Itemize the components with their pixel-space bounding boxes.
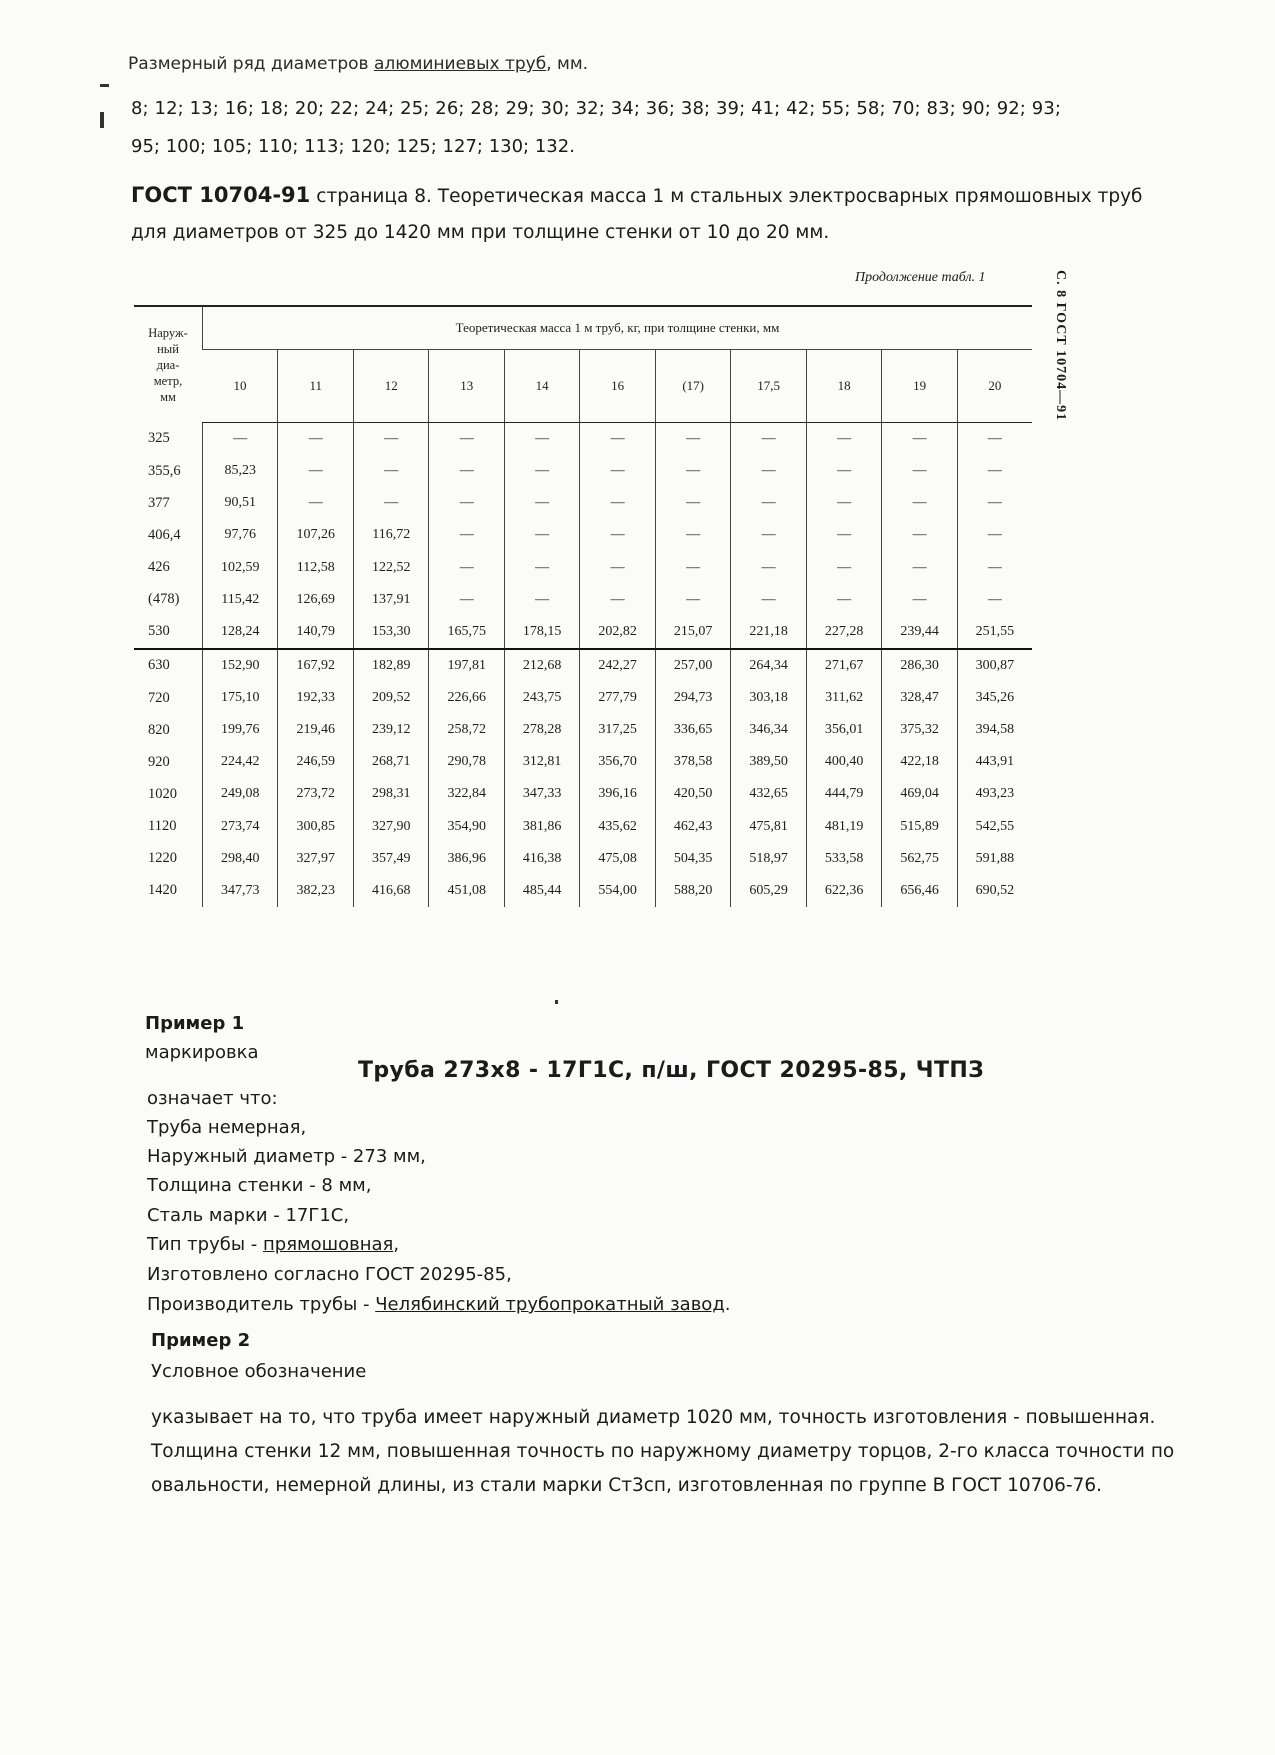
mass-cell: 112,58	[278, 552, 353, 584]
mass-cell: 347,73	[203, 875, 278, 907]
mass-cell: 197,81	[429, 649, 504, 682]
table-row	[134, 519, 1032, 551]
mass-cell: —	[882, 487, 957, 519]
mass-cell: —	[806, 455, 881, 487]
mass-cell: —	[580, 423, 655, 456]
mass-cell: 354,90	[429, 811, 504, 843]
mass-cell: 290,78	[429, 746, 504, 778]
thickness-col-header: 20	[957, 350, 1032, 423]
line-7-prefix: Производитель трубы -	[147, 1294, 376, 1315]
mass-cell: 107,26	[278, 519, 353, 551]
mass-cell: 328,47	[882, 682, 957, 714]
mass-cell: —	[882, 455, 957, 487]
thickness-col-header: 19	[882, 350, 957, 423]
mass-cell: 212,68	[504, 649, 579, 682]
mass-cell: 182,89	[353, 649, 428, 682]
mass-cell: 278,28	[504, 714, 579, 746]
gost-text-1: страница 8. Теоретическая масса 1 м стальных электросварных прямошовных труб	[316, 186, 1143, 207]
mass-cell: 346,34	[731, 714, 806, 746]
mass-cell: 542,55	[957, 811, 1032, 843]
mass-cell: —	[278, 423, 353, 456]
mass-cell: —	[655, 455, 730, 487]
scan-speck	[100, 112, 104, 128]
mass-cell: 422,18	[882, 746, 957, 778]
mass-cell: —	[353, 487, 428, 519]
mass-cell: —	[957, 423, 1032, 456]
mass-cell: 126,69	[278, 584, 353, 616]
mass-cell: —	[806, 519, 881, 551]
mass-cell: —	[429, 423, 504, 456]
scan-speck	[100, 84, 109, 87]
mass-cell: 389,50	[731, 746, 806, 778]
mass-cell: —	[580, 455, 655, 487]
table-row	[134, 746, 1032, 778]
mass-cell: 312,81	[504, 746, 579, 778]
example-1-means: означает что:	[147, 1088, 278, 1109]
mass-cell: 167,92	[278, 649, 353, 682]
diameter-cell: 377	[148, 494, 170, 511]
scan-speck	[555, 1000, 558, 1004]
table-row	[134, 875, 1032, 907]
table-row	[134, 616, 1032, 649]
mass-cell: —	[504, 487, 579, 519]
mass-cell: 102,59	[203, 552, 278, 584]
mass-cell: 432,65	[731, 778, 806, 810]
thickness-col-header: 13	[429, 350, 504, 423]
sizes-line-1: 8; 12; 13; 16; 18; 20; 22; 24; 25; 26; 28; 29; 30; 32; 34; 36; 38; 39; 41; 42; 55; 58; 70; 83; 90; 92; 93;	[131, 98, 1062, 119]
mass-cell: —	[806, 423, 881, 456]
mass-cell: 178,15	[504, 616, 579, 649]
table-row	[134, 552, 1032, 584]
mass-cell: 239,44	[882, 616, 957, 649]
mass-cell: 165,75	[429, 616, 504, 649]
mass-cell: 215,07	[655, 616, 730, 649]
mass-cell: —	[957, 552, 1032, 584]
mass-cell: —	[353, 423, 428, 456]
mass-cell: 444,79	[806, 778, 881, 810]
mass-cell: 116,72	[353, 519, 428, 551]
mass-cell: —	[429, 519, 504, 551]
aluminium-pipes-link[interactable]: алюминиевых труб	[373, 54, 547, 74]
page-side-label: С. 8 ГОСТ 10704—91	[1053, 270, 1068, 422]
mass-cell: 588,20	[655, 875, 730, 907]
example-1-line-5	[147, 1234, 399, 1255]
mass-cell: —	[429, 552, 504, 584]
mass-cell: 400,40	[806, 746, 881, 778]
mass-cell: —	[504, 584, 579, 616]
mass-cell: 202,82	[580, 616, 655, 649]
mass-cell: 382,23	[278, 875, 353, 907]
mass-cell: 251,55	[957, 616, 1032, 649]
mass-cell: —	[882, 519, 957, 551]
mass-cell: 317,25	[580, 714, 655, 746]
diameter-cell: 720	[148, 689, 170, 706]
aluminium-sizes-heading	[128, 54, 588, 74]
mass-cell: 515,89	[882, 811, 957, 843]
mass-cell: 277,79	[580, 682, 655, 714]
mass-cell: 271,67	[806, 649, 881, 682]
mass-cell: —	[882, 423, 957, 456]
mass-cell: 268,71	[353, 746, 428, 778]
thickness-col-header: 14	[504, 350, 579, 423]
mass-cell: 622,36	[806, 875, 881, 907]
mass-cell: —	[504, 423, 579, 456]
table-row	[134, 714, 1032, 746]
mass-cell: 97,76	[203, 519, 278, 551]
mass-cell: —	[731, 455, 806, 487]
example-2-line-2: Толщина стенки 12 мм, повышенная точность по наружному диаметру торцов, 2-го класса точности по	[151, 1441, 1175, 1462]
gost-paragraph-line-2: для диаметров от 325 до 1420 мм при толщине стенки от 10 до 20 мм.	[131, 222, 830, 243]
mass-cell: —	[655, 552, 730, 584]
mass-cell: 462,43	[655, 811, 730, 843]
mass-cell: 475,81	[731, 811, 806, 843]
mass-group-header: Теоретическая масса 1 м труб, кг, при толщине стенки, мм	[203, 306, 1033, 350]
mass-cell: 518,97	[731, 843, 806, 875]
example-1-subtitle: маркировка	[145, 1042, 259, 1063]
diameter-cell: 1420	[148, 882, 177, 899]
mass-cell: 257,00	[655, 649, 730, 682]
mass-cell: 221,18	[731, 616, 806, 649]
mass-cell: —	[655, 519, 730, 551]
mass-cell: 90,51	[203, 487, 278, 519]
mass-cell: 356,70	[580, 746, 655, 778]
example-1-line-2: Наружный диаметр - 273 мм,	[147, 1146, 426, 1167]
mass-cell: 504,35	[655, 843, 730, 875]
heading-prefix: Размерный ряд диаметров	[128, 54, 374, 74]
mass-cell: 357,49	[353, 843, 428, 875]
thickness-col-header: 11	[278, 350, 353, 423]
mass-cell: —	[882, 584, 957, 616]
diameter-cell: 325	[148, 430, 170, 447]
mass-cell: —	[655, 423, 730, 456]
mass-cell: —	[806, 552, 881, 584]
mass-cell: —	[580, 552, 655, 584]
mass-cell: 443,91	[957, 746, 1032, 778]
mass-cell: —	[504, 455, 579, 487]
mass-cell: 690,52	[957, 875, 1032, 907]
mass-cell: 115,42	[203, 584, 278, 616]
table-body	[134, 423, 1032, 908]
mass-cell: 485,44	[504, 875, 579, 907]
mass-cell: 591,88	[957, 843, 1032, 875]
mass-cell: 227,28	[806, 616, 881, 649]
mass-cell: —	[429, 487, 504, 519]
mass-cell: 554,00	[580, 875, 655, 907]
heading-suffix: , мм.	[546, 54, 589, 74]
gost-paragraph-line-1	[131, 183, 1142, 207]
example-1-line-7	[147, 1294, 731, 1315]
thickness-col-header: (17)	[655, 350, 730, 423]
mass-cell: 153,30	[353, 616, 428, 649]
mass-cell: —	[278, 455, 353, 487]
mass-cell: 243,75	[504, 682, 579, 714]
mass-cell: 246,59	[278, 746, 353, 778]
diameter-cell: 920	[148, 753, 170, 770]
mass-cell: 140,79	[278, 616, 353, 649]
table-row	[134, 843, 1032, 875]
mass-cell: —	[731, 584, 806, 616]
gost-code: ГОСТ 10704-91	[131, 183, 311, 207]
mass-cell: 199,76	[203, 714, 278, 746]
mass-cell: 375,32	[882, 714, 957, 746]
mass-cell: 224,42	[203, 746, 278, 778]
mass-cell: 311,62	[806, 682, 881, 714]
mass-cell: —	[504, 519, 579, 551]
mass-cell: 386,96	[429, 843, 504, 875]
example-1-marking: Труба 273х8 - 17Г1С, п/ш, ГОСТ 20295-85, ЧТПЗ	[358, 1058, 985, 1083]
mass-cell: —	[957, 519, 1032, 551]
example-1-line-6: Изготовлено согласно ГОСТ 20295-85,	[147, 1264, 512, 1285]
table-row	[134, 487, 1032, 519]
mass-cell: 85,23	[203, 455, 278, 487]
mass-cell: 273,74	[203, 811, 278, 843]
example-2-subtitle: Условное обозначение	[151, 1361, 367, 1382]
mass-cell: 298,31	[353, 778, 428, 810]
mass-cell: —	[278, 487, 353, 519]
mass-cell: —	[429, 455, 504, 487]
mass-cell: 219,46	[278, 714, 353, 746]
diameter-cell: 426	[148, 559, 170, 576]
diameter-header: Наруж- ный диа- метр, мм	[134, 306, 203, 423]
mass-cell: 300,85	[278, 811, 353, 843]
mass-cell: —	[580, 519, 655, 551]
example-2-line-1: указывает на то, что труба имеет наружный диаметр 1020 мм, точность изготовления - повышенная.	[151, 1407, 1156, 1428]
example-1-title: Пример 1	[145, 1013, 245, 1034]
mass-cell: —	[655, 584, 730, 616]
mass-cell: 378,58	[655, 746, 730, 778]
table-header-row	[134, 306, 1032, 350]
mass-cell: —	[882, 552, 957, 584]
mass-cell: —	[580, 487, 655, 519]
mass-cell: 416,68	[353, 875, 428, 907]
example-1-line-4: Сталь марки - 17Г1С,	[147, 1205, 350, 1226]
mass-cell: —	[957, 487, 1032, 519]
mass-cell: —	[504, 552, 579, 584]
mass-cell: 420,50	[655, 778, 730, 810]
line-5-suffix: ,	[393, 1234, 400, 1255]
mass-cell: —	[203, 423, 278, 456]
line-7-suffix: .	[724, 1294, 731, 1315]
mass-cell: —	[731, 423, 806, 456]
diameter-cell: (478)	[148, 591, 180, 608]
mass-cell: 239,12	[353, 714, 428, 746]
table-row	[134, 811, 1032, 843]
diameter-cell: 1220	[148, 850, 177, 867]
mass-cell: 533,58	[806, 843, 881, 875]
mass-cell: 209,52	[353, 682, 428, 714]
thickness-col-header: 10	[203, 350, 278, 423]
thickness-header-row	[134, 350, 1032, 423]
mass-cell: 300,87	[957, 649, 1032, 682]
mass-cell: 451,08	[429, 875, 504, 907]
mass-cell: 562,75	[882, 843, 957, 875]
mass-cell: 303,18	[731, 682, 806, 714]
mass-cell: —	[731, 552, 806, 584]
mass-cell: 128,24	[203, 616, 278, 649]
mass-cell: 396,16	[580, 778, 655, 810]
line-5-prefix: Тип трубы -	[147, 1234, 263, 1255]
table-row	[134, 455, 1032, 487]
mass-cell: —	[957, 584, 1032, 616]
thickness-col-header: 12	[353, 350, 428, 423]
mass-cell: 264,34	[731, 649, 806, 682]
mass-cell: 416,38	[504, 843, 579, 875]
mass-table-wrapper	[134, 305, 1032, 907]
table-continuation-label: Продолжение табл. 1	[855, 270, 986, 285]
mass-cell: 336,65	[655, 714, 730, 746]
table-row	[134, 649, 1032, 682]
mass-cell: —	[731, 487, 806, 519]
mass-cell: 137,91	[353, 584, 428, 616]
mass-cell: 656,46	[882, 875, 957, 907]
mass-cell: 356,01	[806, 714, 881, 746]
mass-cell: —	[731, 519, 806, 551]
mass-cell: —	[580, 584, 655, 616]
straight-seam-link[interactable]: прямошовная	[263, 1234, 394, 1255]
thickness-col-header: 16	[580, 350, 655, 423]
mass-cell: 435,62	[580, 811, 655, 843]
sizes-line-2: 95; 100; 105; 110; 113; 120; 125; 127; 130; 132.	[131, 136, 575, 157]
mass-cell: 327,90	[353, 811, 428, 843]
mass-cell: 273,72	[278, 778, 353, 810]
mass-cell: 347,33	[504, 778, 579, 810]
mass-cell: 122,52	[353, 552, 428, 584]
mass-cell: 475,08	[580, 843, 655, 875]
mass-cell: —	[655, 487, 730, 519]
mass-cell: 242,27	[580, 649, 655, 682]
thickness-col-header: 17,5	[731, 350, 806, 423]
mass-cell: 249,08	[203, 778, 278, 810]
chtpz-link[interactable]: Челябинский трубопрокатный завод	[375, 1294, 725, 1315]
mass-cell: —	[353, 455, 428, 487]
mass-cell: 381,86	[504, 811, 579, 843]
diameter-cell: 530	[134, 616, 203, 649]
table-row	[134, 423, 1032, 456]
example-1-line-1: Труба немерная,	[147, 1117, 307, 1138]
example-1-line-3: Толщина стенки - 8 мм,	[147, 1175, 372, 1196]
example-2-line-3: овальности, немерной длины, из стали марки Ст3сп, изготовленная по группе В ГОСТ 10706-76.	[151, 1475, 1103, 1496]
mass-cell: —	[806, 487, 881, 519]
mass-cell: 493,23	[957, 778, 1032, 810]
diameter-cell: 820	[148, 721, 170, 738]
mass-cell: 152,90	[203, 649, 278, 682]
table-row	[134, 682, 1032, 714]
mass-cell: 298,40	[203, 843, 278, 875]
pipe-mass-table	[134, 305, 1032, 907]
diameter-cell: 630	[148, 657, 170, 674]
mass-cell: 605,29	[731, 875, 806, 907]
thickness-col-header: 18	[806, 350, 881, 423]
mass-cell: 322,84	[429, 778, 504, 810]
mass-cell: 286,30	[882, 649, 957, 682]
table-row	[134, 584, 1032, 616]
mass-cell: 469,04	[882, 778, 957, 810]
mass-cell: 327,97	[278, 843, 353, 875]
diameter-cell: 1020	[148, 785, 177, 802]
diameter-cell: 1120	[148, 818, 177, 835]
mass-cell: 394,58	[957, 714, 1032, 746]
mass-cell: 192,33	[278, 682, 353, 714]
mass-cell: 226,66	[429, 682, 504, 714]
diameter-cell: 406,4	[148, 526, 181, 543]
mass-cell: —	[957, 455, 1032, 487]
diameter-cell: 355,6	[148, 462, 181, 479]
table-row	[134, 778, 1032, 810]
example-2-title: Пример 2	[151, 1330, 251, 1351]
mass-cell: —	[429, 584, 504, 616]
mass-cell: 294,73	[655, 682, 730, 714]
mass-cell: 345,26	[957, 682, 1032, 714]
mass-cell: 175,10	[203, 682, 278, 714]
mass-cell: 258,72	[429, 714, 504, 746]
mass-cell: 481,19	[806, 811, 881, 843]
mass-cell: —	[806, 584, 881, 616]
